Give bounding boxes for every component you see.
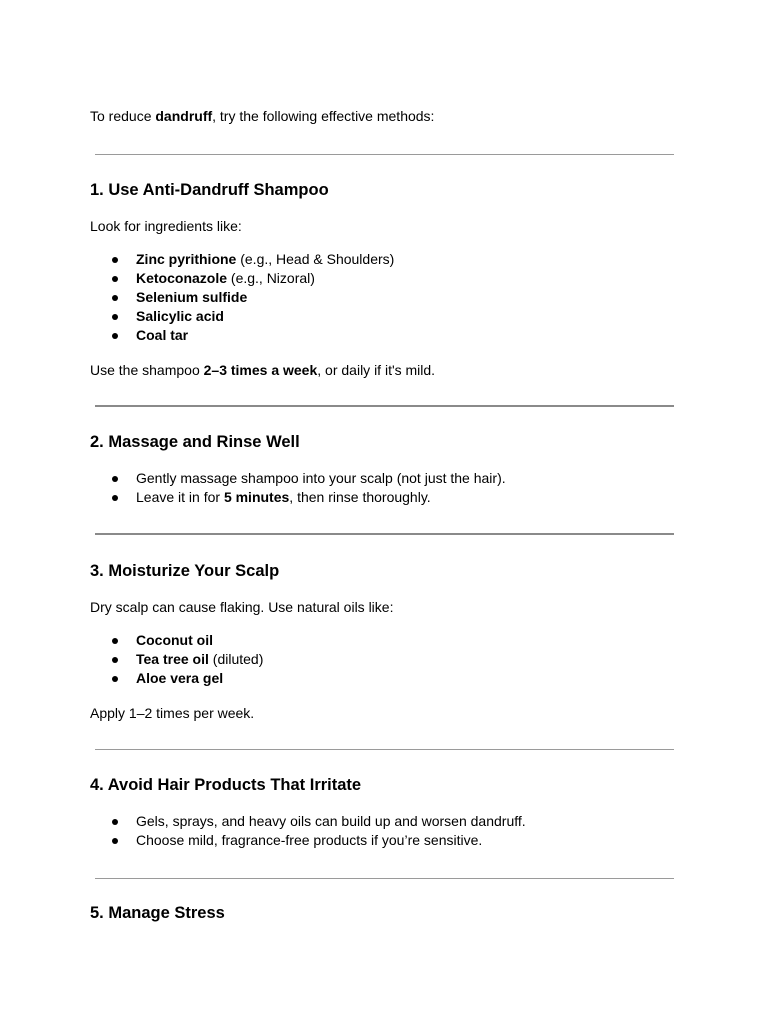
section-3-footer: Apply 1–2 times per week. (90, 705, 255, 721)
section-1-list (112, 250, 394, 345)
footer-text-bold: 2–3 times a week (203, 362, 318, 378)
section-2-list (112, 469, 506, 507)
list-item-text: Gently massage shampoo into your scalp (not just the hair). (136, 470, 506, 486)
list-item-bold: Tea tree oil (136, 651, 209, 667)
section-divider (95, 533, 674, 535)
section-4-list (112, 812, 526, 850)
bullet-icon (112, 276, 118, 282)
list-item (112, 831, 526, 850)
list-item (112, 269, 394, 288)
bullet-icon (112, 314, 118, 320)
bullet-icon (112, 657, 118, 663)
section-divider (95, 405, 674, 407)
list-item-bold: Selenium sulfide (136, 289, 248, 305)
list-item-bold: 5 minutes (223, 489, 290, 505)
list-item-text: (e.g., Nizoral) (227, 270, 315, 286)
list-item-text: Gels, sprays, and heavy oils can build up and worsen dandruff. (136, 813, 526, 829)
section-heading-4: 4. Avoid Hair Products That Irritate (90, 776, 362, 794)
section-heading-2: 2. Massage and Rinse Well (90, 433, 300, 451)
intro-text-pre: To reduce (90, 108, 156, 124)
list-item-text: (e.g., Head & Shoulders) (236, 251, 395, 267)
section-3-lead: Dry scalp can cause flaking. Use natural oils like: (90, 599, 394, 615)
bullet-icon (112, 476, 118, 482)
bullet-icon (112, 495, 118, 501)
section-1-footer (90, 361, 435, 379)
section-divider (95, 749, 674, 750)
intro-paragraph (90, 107, 434, 125)
intro-text-post: , try the following effective methods: (212, 108, 435, 124)
list-item-text-pre: Leave it in for (136, 489, 224, 505)
list-item-bold: Aloe vera gel (136, 670, 224, 686)
list-item-text: Choose mild, fragrance-free products if you’re sensitive. (136, 832, 483, 848)
list-item (112, 307, 394, 326)
list-item-bold: Ketoconazole (136, 270, 228, 286)
section-1-lead: Look for ingredients like: (90, 218, 242, 234)
section-divider (95, 154, 674, 155)
list-item-bold: Coal tar (136, 327, 189, 343)
bullet-icon (112, 676, 118, 682)
footer-text-post: , or daily if it's mild. (317, 362, 436, 378)
list-item (112, 488, 506, 507)
section-heading-3: 3. Moisturize Your Scalp (90, 562, 280, 580)
list-item-text-post: , then rinse thoroughly. (289, 489, 431, 505)
intro-text-bold: dandruff (155, 108, 213, 124)
list-item (112, 250, 394, 269)
list-item-bold: Salicylic acid (136, 308, 224, 324)
list-item (112, 812, 526, 831)
footer-text-pre: Use the shampoo (90, 362, 204, 378)
list-item (112, 650, 263, 669)
section-heading-1: 1. Use Anti-Dandruff Shampoo (90, 181, 329, 199)
list-item (112, 469, 506, 488)
list-item (112, 631, 263, 650)
list-item (112, 288, 394, 307)
bullet-icon (112, 295, 118, 301)
section-divider (95, 878, 674, 879)
list-item (112, 326, 394, 345)
bullet-icon (112, 838, 118, 844)
bullet-icon (112, 638, 118, 644)
bullet-icon (112, 257, 118, 263)
list-item-bold: Zinc pyrithione (136, 251, 237, 267)
bullet-icon (112, 333, 118, 339)
section-heading-5: 5. Manage Stress (90, 904, 225, 922)
section-3-list (112, 631, 263, 688)
bullet-icon (112, 819, 118, 825)
list-item-bold: Coconut oil (136, 632, 213, 648)
list-item-text: (diluted) (208, 651, 264, 667)
list-item (112, 669, 263, 688)
